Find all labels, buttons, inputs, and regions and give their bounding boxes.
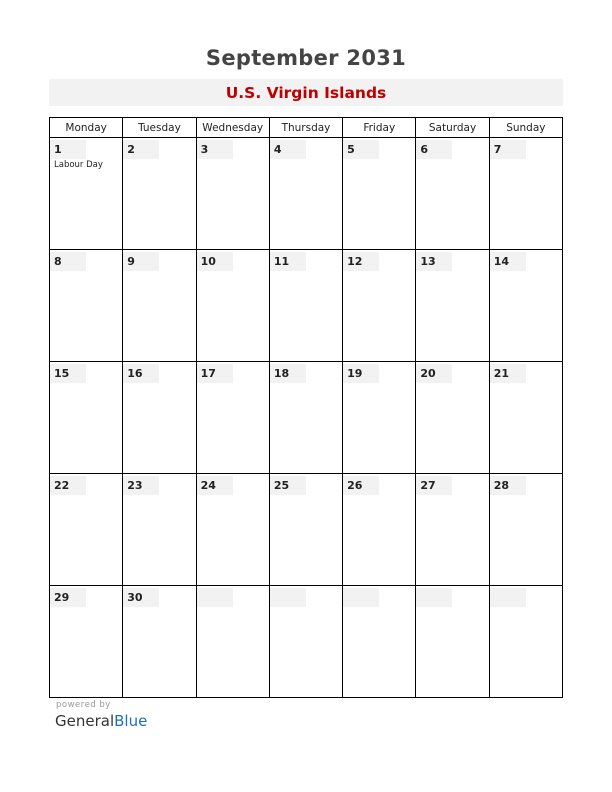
weekday-header: Thursday: [269, 118, 342, 138]
day-cell: [50, 586, 123, 698]
weekday-header: Sunday: [489, 118, 562, 138]
day-number: 8: [50, 252, 86, 271]
day-number: 27: [416, 476, 452, 495]
day-number: [343, 588, 379, 607]
region-bar: [49, 79, 563, 106]
day-cell: [196, 474, 269, 586]
day-cell: [416, 474, 489, 586]
day-cell: [416, 586, 489, 698]
day-number: 24: [197, 476, 233, 495]
day-number: 18: [270, 364, 306, 383]
generalblue-logo[interactable]: [55, 712, 147, 730]
day-number: 30: [123, 588, 159, 607]
day-number: 13: [416, 252, 452, 271]
day-cell: [123, 586, 196, 698]
day-number: 29: [50, 588, 86, 607]
day-cell: [269, 138, 342, 250]
day-number: 6: [416, 140, 452, 159]
day-number: [197, 588, 233, 607]
day-cell: [269, 250, 342, 362]
day-number: 16: [123, 364, 159, 383]
day-cell: [50, 138, 123, 250]
brand-general: General: [55, 712, 115, 730]
week-row: [50, 586, 563, 698]
day-number: [416, 588, 452, 607]
day-cell: [489, 586, 562, 698]
day-number: 22: [50, 476, 86, 495]
day-number: 4: [270, 140, 306, 159]
day-number: 15: [50, 364, 86, 383]
weekday-header-row: [50, 118, 563, 138]
day-cell: [489, 362, 562, 474]
weekday-header: Saturday: [416, 118, 489, 138]
weekday-header: Tuesday: [123, 118, 196, 138]
day-cell: [123, 362, 196, 474]
weekday-header: Wednesday: [196, 118, 269, 138]
day-number: 21: [490, 364, 526, 383]
week-row: [50, 474, 563, 586]
day-number: 3: [197, 140, 233, 159]
day-number: [270, 588, 306, 607]
day-number: 5: [343, 140, 379, 159]
day-number: 26: [343, 476, 379, 495]
day-cell: [416, 138, 489, 250]
day-cell: [343, 362, 416, 474]
day-cell: [123, 250, 196, 362]
day-cell: [196, 250, 269, 362]
powered-by-label: powered by: [56, 700, 111, 710]
week-row: [50, 138, 563, 250]
brand-blue: Blue: [114, 712, 148, 730]
day-number: 1: [50, 140, 86, 159]
day-cell: [489, 138, 562, 250]
day-number: 23: [123, 476, 159, 495]
calendar-grid: [49, 117, 563, 698]
week-row: [50, 250, 563, 362]
day-number: 14: [490, 252, 526, 271]
day-cell: [343, 250, 416, 362]
weekday-header: Monday: [50, 118, 123, 138]
day-cell: [416, 362, 489, 474]
day-number: [490, 588, 526, 607]
day-number: 7: [490, 140, 526, 159]
day-cell: [196, 586, 269, 698]
day-number: 20: [416, 364, 452, 383]
day-number: 17: [197, 364, 233, 383]
day-cell: [123, 474, 196, 586]
day-cell: [343, 474, 416, 586]
day-cell: [489, 250, 562, 362]
day-cell: [269, 362, 342, 474]
region-title: U.S. Virgin Islands: [225, 84, 387, 102]
day-cell: [416, 250, 489, 362]
day-number: 25: [270, 476, 306, 495]
day-cell: [50, 474, 123, 586]
holiday-label: Labour Day: [54, 160, 103, 170]
day-number: 2: [123, 140, 159, 159]
week-row: [50, 362, 563, 474]
day-cell: [123, 138, 196, 250]
day-cell: [343, 138, 416, 250]
day-cell: [50, 250, 123, 362]
day-cell: [343, 586, 416, 698]
day-cell: [269, 586, 342, 698]
weekday-header: Friday: [343, 118, 416, 138]
day-cell: [196, 138, 269, 250]
day-number: 12: [343, 252, 379, 271]
day-cell: [196, 362, 269, 474]
day-number: 19: [343, 364, 379, 383]
day-cell: [489, 474, 562, 586]
day-cell: [50, 362, 123, 474]
day-number: 11: [270, 252, 306, 271]
day-number: 28: [490, 476, 526, 495]
page-title: September 2031: [205, 46, 407, 70]
day-cell: [269, 474, 342, 586]
day-number: 9: [123, 252, 159, 271]
day-number: 10: [197, 252, 233, 271]
